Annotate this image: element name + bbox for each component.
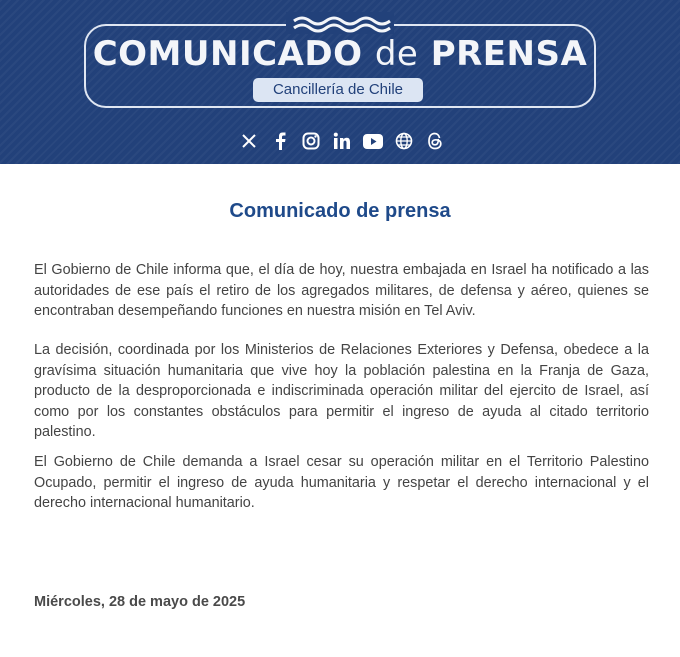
document-date: Miércoles, 28 de mayo de 2025 [34,594,246,610]
youtube-icon[interactable] [362,130,384,152]
facebook-icon[interactable] [269,130,291,152]
social-icons-row [238,128,446,154]
waves-logo [286,12,394,34]
instagram-icon[interactable] [300,130,322,152]
headline-word-comunicado: COMUNICADO [92,34,363,74]
x-icon[interactable] [238,130,260,152]
document-title: Comunicado de prensa [229,200,451,222]
headline-word-prensa: PRENSA [430,34,588,74]
headline-word-de: de [374,34,419,74]
paragraph-2: La decisión, coordinada por los Ministerios de Relaciones Exteriores y Defensa, obedece a la gravísima situación humanitaria que vive hoy la población palestina en la Franja de Gaza, producto de la desproporcionada e indiscriminada operación militar del ejercito de Israel, así como por los constantes obstáculos para permitir el ingreso de ayuda al citado territorio palestino. [34,342,649,440]
linkedin-icon[interactable] [331,130,353,152]
paragraph-3: El Gobierno de Chile demanda a Israel cesar su operación militar en el Territorio Palestino Ocupado, permitir el ingreso de ayuda humanitaria y respetar el derecho internacional y el derecho internacional humanitario. [34,454,649,511]
paragraph-1: El Gobierno de Chile informa que, el día de hoy, nuestra embajada en Israel ha notificado a las autoridades de ese país el retiro de los agregados militares, de defensa y aéreo, quienes se encontraban desempeñando funciones en nuestra misión en Tel Aviv. [34,262,649,319]
globe-icon[interactable] [393,130,415,152]
banner-headline [84,34,596,74]
cancilleria-badge: Cancillería de Chile [253,78,423,102]
press-release-banner [0,0,680,164]
threads-icon[interactable] [424,130,446,152]
